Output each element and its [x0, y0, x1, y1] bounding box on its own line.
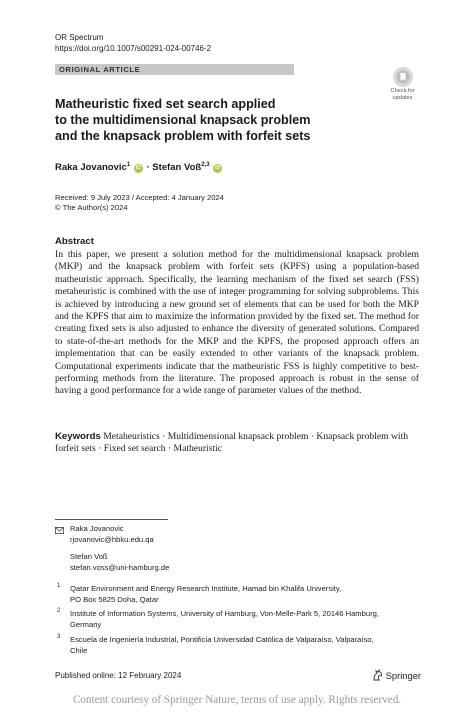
journal-header: [55, 33, 211, 54]
contact-email[interactable]: stefan.voss@uni-hamburg.de: [70, 563, 170, 572]
bookmark-icon: [393, 67, 413, 87]
keywords-label: Keywords: [55, 431, 101, 442]
publisher-logo: [372, 669, 421, 681]
doi-link[interactable]: https://doi.org/10.1007/s00291-024-00746-2: [55, 43, 212, 53]
affiliation: [70, 635, 420, 656]
affiliation-number: 2: [57, 608, 61, 614]
article-type-label: ORIGINAL ARTICLE: [59, 65, 141, 74]
author-separator: ·: [146, 162, 150, 174]
author-name: Stefan Voß: [152, 162, 202, 174]
author-affiliation-mark: 2,3: [201, 162, 210, 168]
check-for-updates-badge[interactable]: [386, 67, 419, 101]
orcid-icon[interactable]: iD: [135, 165, 141, 172]
abstract-body: In this paper, we present a solution method for the multidimensional knapsack problem (MKP) and the knapsack problem with forfeit sets (KPFS) using a population-based matheuristic approach. Specifically, the learning mechanism of the fixed set search (FSS) metaheuristic is combined with the use of integer programming for solving subproblems. This is achieved by introducing a new ground set of elements that can be used for both the MKP and the KPFS that aim to maximize the information provided by the fixed set. The method for creating fixed sets is also adjusted to enhance the diversity of generated solutions. Compared to state-of-the-art methods for the MKP and the KPFS, the proposed approach offers an implementation that can be easily extended to other variants of the knapsack problem. Computational experiments indicate that the matheuristic FSS is highly competitive to best-performing methods from the literature. The proposed approach is robust in the sense of having a good performance for a wide range of parameter values of the method.: [55, 249, 419, 397]
affiliation-number: 3: [57, 634, 61, 640]
affiliation-line: Institute of Information Systems, University of Hamburg, Von-Melle-Park 5, 20146 Hamburg,: [70, 609, 379, 618]
badge-line-2: updates: [392, 95, 413, 101]
published-online: Published online: 12 February 2024: [55, 671, 182, 680]
article-title: [55, 96, 385, 144]
keywords-text: Metaheuristics · Multidimensional knapsack problem · Knapsack problem with forfeit sets · Fixed set search · Matheuristic: [55, 431, 409, 455]
affiliation-number: 1: [57, 583, 61, 589]
article-dates: [55, 193, 224, 213]
affiliation: [70, 584, 420, 605]
contact-name: Stefan Voß: [70, 552, 108, 561]
article-type-banner: [55, 64, 294, 75]
footnote-rule: [55, 519, 168, 520]
affiliation-line: Chile: [70, 645, 88, 655]
affiliation: [70, 609, 420, 630]
title-line: to the multidimensional knapsack problem: [55, 113, 311, 127]
springer-horse-icon: [372, 669, 383, 681]
mail-icon: [55, 527, 64, 534]
affiliation-line: PO Box 5825 Doha, Qatar: [70, 594, 159, 604]
title-line: Matheuristic fixed set search applied: [55, 97, 276, 111]
publisher-name: Springer: [385, 670, 422, 681]
author-name: Raka Jovanovic: [55, 162, 127, 174]
author-list: [55, 162, 223, 173]
copyright: © The Author(s) 2024: [55, 203, 128, 212]
affiliation-line: Escuela de Ingeniería Industrial, Pontificia Universidad Católica de Valparaíso, Valparaíso,: [70, 635, 374, 644]
received-accepted: Received: 9 July 2023 / Accepted: 4 January 2024: [55, 193, 224, 202]
abstract-heading: Abstract: [55, 236, 94, 247]
affiliation-line: Qatar Environment and Energy Research Institute, Hamad bin Khalifa University,: [70, 584, 342, 593]
contact-email[interactable]: rjovanovic@hbku.edu.qa: [70, 535, 154, 544]
orcid-icon[interactable]: iD: [215, 165, 221, 172]
badge-line-1: Check for: [390, 88, 415, 94]
title-line: and the knapsack problem with forfeit sets: [55, 129, 311, 143]
keywords: [55, 431, 419, 456]
courtesy-notice: Content courtesy of Springer Nature, terms of use apply. Rights reserved.: [72, 694, 402, 706]
contact-name: Raka Jovanovic: [70, 524, 124, 533]
journal-name: OR Spectrum: [55, 33, 104, 42]
author-affiliation-mark: 1: [126, 162, 131, 168]
affiliation-line: Germany: [70, 619, 102, 629]
